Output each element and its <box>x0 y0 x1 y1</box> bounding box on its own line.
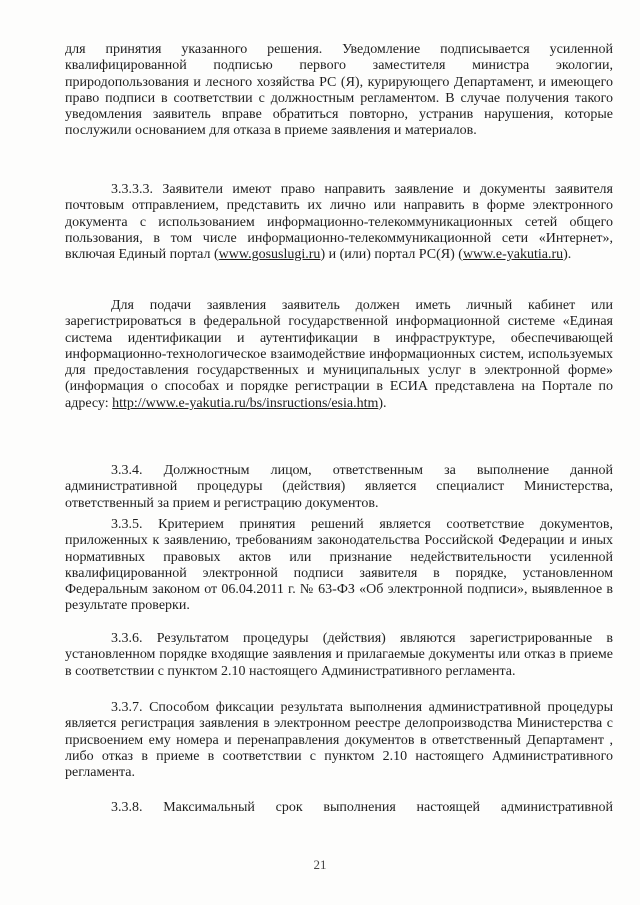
paragraph-text-start: 3.3.3.3. Заявители имеют право направить заявление и документы заявителя почтовым отправлением, представить их лично или направить в форме электронного документа с использованием информационно-телекоммуникационных сетей общего пользования, в том числе информационно-телекоммуникационной сети «Интернет», включая Единый портал ( <box>65 182 613 263</box>
paragraph-text-middle: ) и (или) портал РС(Я) ( <box>320 247 463 263</box>
paragraph-text: 3.3.4. Должностным лицом, ответственным за выполнение данной административной процедуры (действия) является специалист Министерства, ответственный за прием и регистрацию документов. <box>65 463 613 511</box>
gosuslugi-link[interactable]: www.gosuslugi.ru <box>218 247 321 263</box>
paragraph-text: 3.3.5. Критерием принятия решений является соответствие документов, приложенных к заявлению, требованиям законодательства Российской Федерации и иных нормативных правовых актов или признание недействительности усиленной квалифицированной электронной подписи заявителя в порядке, установленном Федеральным законом от 06.04.2011 г. № 63-ФЗ «Об электронной подписи», выявленное в результате проверки. <box>65 517 613 614</box>
paragraph-3-3-7 <box>65 700 613 781</box>
paragraph-text-end: ). <box>563 247 572 263</box>
paragraph-text <box>65 182 613 263</box>
paragraph-continuation <box>65 42 613 140</box>
paragraph-3-3-3-3 <box>65 182 613 263</box>
page-number: 21 <box>313 857 327 872</box>
paragraph-text: 3.3.7. Способом фиксации результата выполнения административной процедуры является регистрация заявления в электронном реестре делопроизводства Министерства с присвоением ему номера и перенаправления документов в ответственный Департамент , либо отказ в приеме в соответствии с пунктом 2.10 настоящего Административного регламента. <box>65 700 613 781</box>
esia-instructions-link[interactable]: http://www.e-yakutia.ru/bs/insructions/esia.htm <box>112 395 379 411</box>
paragraph-3-3-8 <box>65 800 613 816</box>
paragraph-text <box>65 298 613 412</box>
paragraph-text-end: ). <box>378 395 387 411</box>
paragraph-text-start: Для подачи заявления заявитель должен иметь личный кабинет или зарегистрироваться в федеральной государственной информационной системе «Единая система идентификации и аутентификации в инфраструктуре, обеспечивающей информационно-технологическое взаимодействие информационных систем, используемых для предоставления государственных и муниципальных услуг в электронной форме» (информация о способах и порядке регистрации в ЕСИА представлена на Портале по адресу: <box>65 298 613 411</box>
paragraph-3-3-6 <box>65 631 613 680</box>
paragraph-text: 3.3.8. Максимальный срок выполнения настоящей административной <box>111 800 613 815</box>
paragraph-3-3-4 <box>65 463 613 512</box>
e-yakutia-link[interactable]: www.e-yakutia.ru <box>462 247 564 263</box>
paragraph-text: для принятия указанного решения. Уведомление подписывается усиленной квалифицированной подписью первого заместителя министра экологии, природопользования и лесного хозяйства РС (Я), курирующего Департамент, и имеющего право подписи в соответствии с должностным регламентом. В случае получения такого уведомления заявитель вправе обратиться повторно, устранив нарушения, которые послужили основанием для отказа в приеме заявления и материалов. <box>65 42 613 139</box>
paragraph-3-3-5 <box>65 517 613 615</box>
paragraph-esia-registration <box>65 298 613 412</box>
paragraph-text: 3.3.6. Результатом процедуры (действия) являются зарегистрированные в установленном порядке входящие заявления и прилагаемые документы или отказ в приеме в соответствии с пунктом 2.10 настоящего Административного регламента. <box>65 631 613 679</box>
